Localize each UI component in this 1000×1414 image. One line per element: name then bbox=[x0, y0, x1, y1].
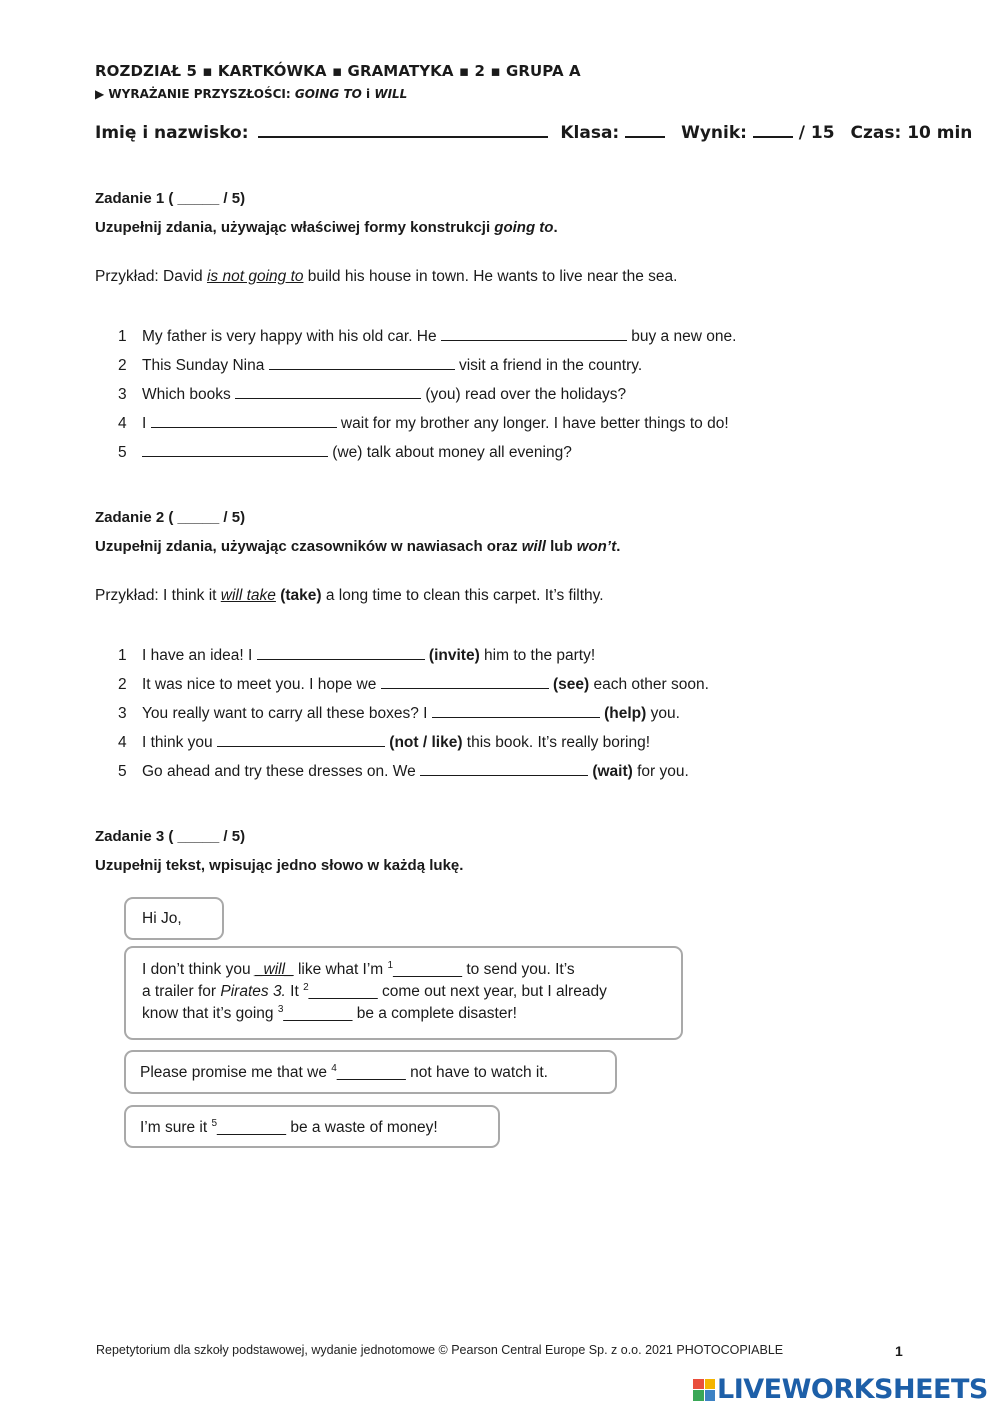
task1-gap-4[interactable] bbox=[151, 413, 337, 428]
page-number: 1 bbox=[895, 1343, 903, 1359]
task1-item: 5 (we) talk about money all evening? bbox=[118, 444, 572, 461]
task1-item: 3 Which books (you) read over the holidays? bbox=[118, 386, 627, 403]
task2-gap-4[interactable] bbox=[217, 732, 385, 747]
liveworksheets-logo-text: LIVEWORKSHEETS bbox=[717, 1374, 988, 1405]
message-line: Please promise me that we $^4$________ not have to watch it. bbox=[140, 1063, 548, 1081]
task1-item: 2 This Sunday Nina visit a friend in the country. bbox=[118, 357, 643, 374]
score-total: / 15 bbox=[798, 123, 835, 143]
footer-text: Repetytorium dla szkoły podstawowej, wydanie jednotomowe © Pearson Central Europe Sp. z o.o. 2021 PHOTOCOPIABLE bbox=[96, 1343, 784, 1357]
message-line: know that it’s going $^3$________ be a complete disaster! bbox=[142, 1004, 517, 1022]
worksheet-subtitle: ▶ WYRAŻANIE PRZYSZŁOŚCI: GOING TO i WILL bbox=[95, 87, 408, 101]
gap-3[interactable]: ________ bbox=[283, 1005, 353, 1022]
gap-2[interactable]: ________ bbox=[308, 983, 378, 1000]
score-label: Wynik: bbox=[681, 123, 747, 143]
message-line: I don’t think you _will_ like what I’m $^1$________ to send you. It’s bbox=[142, 960, 575, 978]
student-info-line bbox=[95, 120, 972, 143]
task2-item: 1 I have an idea! I (invite) him to the party! bbox=[118, 647, 596, 664]
task2-item: 2 It was nice to meet you. I hope we (see) each other soon. bbox=[118, 676, 709, 693]
name-label: Imię i nazwisko: bbox=[95, 123, 249, 143]
task2-gap-5[interactable] bbox=[420, 761, 588, 776]
task1-item: 1 My father is very happy with his old car. He buy a new one. bbox=[118, 328, 737, 345]
message-text: Hi Jo, bbox=[142, 910, 182, 927]
task2-gap-2[interactable] bbox=[381, 674, 549, 689]
message-bubble-1 bbox=[124, 897, 224, 940]
name-field[interactable] bbox=[258, 120, 548, 138]
message-bubble-4 bbox=[124, 1105, 500, 1148]
task2-item: 4 I think you (not / like) this book. It’s really boring! bbox=[118, 734, 651, 751]
task1-gap-5[interactable] bbox=[142, 442, 328, 457]
task1-gap-2[interactable] bbox=[269, 355, 455, 370]
task2-item: 5 Go ahead and try these dresses on. We (wait) for you. bbox=[118, 763, 689, 780]
task2-item: 3 You really want to carry all these boxes? I (help) you. bbox=[118, 705, 680, 722]
task1-example: Przykład: David is not going to build his house in town. He wants to live near the sea. bbox=[95, 268, 678, 285]
liveworksheets-logo-icon bbox=[693, 1379, 715, 1401]
message-bubble-3 bbox=[124, 1050, 617, 1094]
task2-heading: Zadanie 2 ( _____ / 5) bbox=[95, 509, 246, 526]
task1-instruction: Uzupełnij zdania, używając właściwej formy konstrukcji going to. bbox=[95, 219, 558, 236]
message-line: a trailer for Pirates 3. It $^2$________ come out next year, but I already bbox=[142, 982, 607, 1000]
class-label: Klasa: bbox=[560, 123, 620, 143]
task1-heading: Zadanie 1 ( _____ / 5) bbox=[95, 190, 246, 207]
task3-instruction: Uzupełnij tekst, wpisując jedno słowo w każdą lukę. bbox=[95, 857, 464, 874]
gap-4[interactable]: ________ bbox=[336, 1064, 406, 1081]
task3-heading: Zadanie 3 ( _____ / 5) bbox=[95, 828, 246, 845]
message-line: I’m sure it $^5$________ be a waste of money! bbox=[140, 1118, 438, 1136]
gap-1[interactable]: ________ bbox=[393, 961, 463, 978]
message-bubble-2 bbox=[124, 946, 683, 1040]
worksheet-title: ROZDZIAŁ 5 ▪ KARTKÓWKA ▪ GRAMATYKA ▪ 2 ▪ GRUPA A bbox=[95, 62, 581, 80]
task2-gap-3[interactable] bbox=[432, 703, 600, 718]
liveworksheets-logo[interactable] bbox=[693, 1374, 988, 1405]
time-label: Czas: 10 min bbox=[850, 123, 973, 143]
class-field[interactable] bbox=[625, 120, 665, 138]
gap-5[interactable]: ________ bbox=[217, 1119, 287, 1136]
task2-instruction: Uzupełnij zdania, używając czasowników w nawiasach oraz will lub won’t. bbox=[95, 538, 621, 555]
task2-example: Przykład: I think it will take (take) a long time to clean this carpet. It’s filthy. bbox=[95, 587, 604, 604]
task1-gap-3[interactable] bbox=[235, 384, 421, 399]
score-field[interactable] bbox=[753, 120, 793, 138]
task1-gap-1[interactable] bbox=[441, 326, 627, 341]
task1-item: 4 I wait for my brother any longer. I have better things to do! bbox=[118, 415, 729, 432]
task2-gap-1[interactable] bbox=[257, 645, 425, 660]
